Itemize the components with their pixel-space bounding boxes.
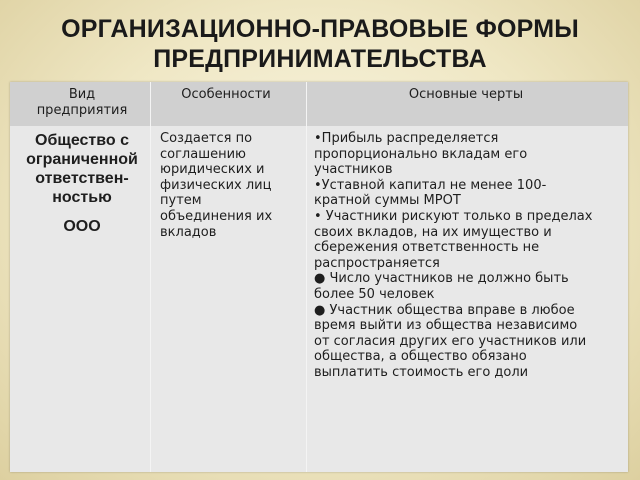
traits-line: более 50 человек <box>314 286 435 302</box>
comparison-table <box>10 82 628 472</box>
table-header-row <box>10 82 628 126</box>
traits-line: ● Участник общества вправе в любое <box>314 302 575 318</box>
traits-line: выплатить стоимость его доли <box>314 364 529 380</box>
traits-line: •Прибыль распределяется <box>314 131 499 146</box>
header-main-traits: Основные черты <box>408 87 524 102</box>
traits-line: кратной суммы МРОТ <box>314 193 461 209</box>
traits-line: сбережения ответственность не <box>314 240 540 256</box>
traits-line: своих вкладов, на их имущество и <box>314 224 552 240</box>
page-title <box>0 14 640 74</box>
cell-main-traits <box>314 131 624 381</box>
type-line: ограниченной <box>26 151 138 168</box>
type-abbreviation: ООО <box>63 218 101 235</box>
features-line: вкладов <box>160 224 217 240</box>
cell-enterprise-type <box>16 131 148 236</box>
type-line: ответствен- <box>35 170 129 187</box>
traits-line: время выйти из общества независимо <box>314 318 578 334</box>
features-line: объединения их <box>160 208 273 224</box>
features-line: физических лиц <box>160 177 272 193</box>
title-line-2: ПРЕДПРИНИМАТЕЛЬСТВА <box>153 45 487 73</box>
traits-line: участников <box>314 162 393 178</box>
type-line: ностью <box>52 189 112 206</box>
features-line: Создается по <box>160 131 253 146</box>
column-divider <box>150 82 151 472</box>
features-line: путем <box>160 193 202 209</box>
features-line: соглашению <box>160 146 246 162</box>
header-enterprise-type: Вид предприятия <box>36 87 128 118</box>
type-line: Общество с <box>35 132 129 149</box>
features-line: юридических и <box>160 162 265 178</box>
traits-line: от согласия других его участников или <box>314 333 587 349</box>
cell-features <box>160 131 302 240</box>
traits-line: •Уставной капитал не менее 100- <box>314 177 547 193</box>
header-features: Особенности <box>181 87 271 102</box>
traits-line: • Участники рискуют только в пределах <box>314 208 593 224</box>
traits-line: распространяется <box>314 255 440 271</box>
column-divider <box>306 82 307 472</box>
traits-line: пропорционально вкладам его <box>314 146 528 162</box>
traits-line: ● Число участников не должно быть <box>314 271 569 287</box>
title-line-1: ОРГАНИЗАЦИОННО-ПРАВОВЫЕ ФОРМЫ <box>61 15 579 43</box>
traits-line: общества, а общество обязано <box>314 349 527 365</box>
